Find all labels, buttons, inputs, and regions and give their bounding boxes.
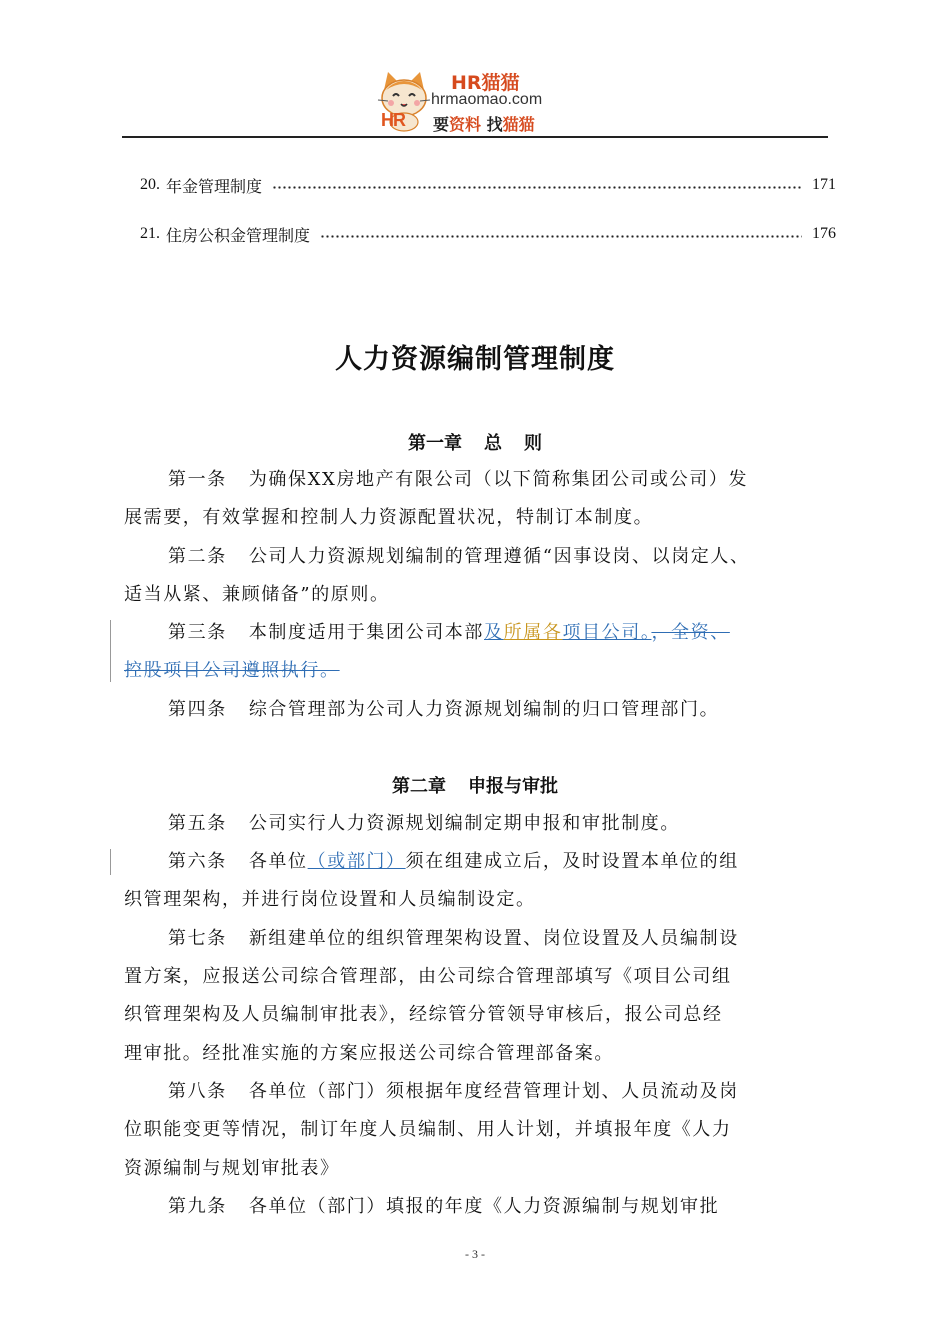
toc-leader: [272, 186, 802, 189]
article-1-line-1: 第一条 为确保XX房地产有限公司（以下简称集团公司或公司）发: [168, 469, 749, 490]
article-label: 第九条: [168, 1196, 227, 1217]
article-6-line-1: 第六条 各单位（或部门）须在组建成立后，及时设置本单位的组: [168, 851, 739, 872]
article-label: 第一条: [168, 469, 227, 490]
article-3-line-1: 第三条 本制度适用于集团公司本部及所属各项目公司。，全资、: [168, 622, 730, 643]
article-label: 第六条: [168, 851, 227, 872]
article-1-line-2: 展需要，有效掌握和控制人力资源配置状况，特制订本制度。: [124, 507, 654, 528]
article-8-line-3: 资源编制与规划审批表》: [124, 1158, 340, 1179]
article-5-line-1: 第五条 公司实行人力资源规划编制定期申报和审批制度。: [168, 813, 681, 834]
article-7-line-2: 置方案，应报送公司综合管理部，由公司综合管理部填写《项目公司组: [124, 966, 732, 987]
article-label: 第五条: [168, 813, 227, 834]
logo-hr-mark: HR: [381, 110, 405, 130]
logo-title: HR猫猫: [451, 72, 520, 94]
toc-page: 171: [812, 176, 836, 193]
article-label: 第二条: [168, 546, 227, 567]
page-number: - 3 -: [465, 1247, 485, 1261]
tracked-deletion: 控股项目公司遵照执行。: [124, 660, 340, 681]
article-4-line-1: 第四条 综合管理部为公司人力资源规划编制的归口管理部门。: [168, 699, 720, 720]
toc-number: 21.: [140, 225, 160, 242]
logo-slogan: 要资料 找猫猫: [433, 115, 535, 134]
tracked-insertion: （或部门）: [307, 851, 406, 872]
article-7-line-3: 织管理架构及人员编制审批表》，经综管分管领导审核后，报公司总经: [124, 1004, 723, 1025]
document-title: 人力资源编制管理制度: [335, 344, 615, 375]
toc-title: 年金管理制度: [166, 176, 263, 196]
tracked-insertion: 所属各: [503, 622, 563, 643]
toc-title: 住房公积金管理制度: [166, 225, 311, 245]
tracked-deletion: ，全资、: [651, 622, 730, 643]
tracked-insertion: 及: [484, 622, 504, 643]
logo-url: hrmaomao.com: [431, 91, 543, 108]
toc-entry[interactable]: [140, 221, 836, 247]
revision-bar: [110, 849, 111, 875]
article-2-line-1: 第二条 公司人力资源规划编制的管理遵循“因事设岗、以岗定人、: [168, 546, 750, 567]
article-3-line-2: [124, 658, 834, 684]
article-7-line-1: 第七条 新组建单位的组织管理架构设置、岗位设置及人员编制设: [168, 928, 739, 949]
article-8-line-1: 第八条 各单位（部门）须根据年度经营管理计划、人员流动及岗: [168, 1081, 739, 1102]
header-divider: [122, 136, 828, 138]
article-9-line-1: 第九条 各单位（部门）填报的年度《人力资源编制与规划审批: [168, 1196, 720, 1217]
article-6-line-2: 织管理架构，并进行岗位设置和人员编制设定。: [124, 889, 536, 910]
article-label: 第八条: [168, 1081, 227, 1102]
article-label: 第七条: [168, 928, 227, 949]
toc-entry[interactable]: [140, 172, 836, 198]
revision-bar: [110, 620, 111, 682]
article-label: 第四条: [168, 699, 227, 720]
chapter-heading: 第二章 申报与审批: [392, 776, 558, 797]
article-label: 第三条: [168, 622, 227, 643]
article-2-line-2: 适当从紧、兼顾储备”的原则。: [124, 584, 390, 605]
toc-leader: [320, 235, 802, 238]
article-7-line-4: 理审批。经批准实施的方案应报送公司综合管理部备案。: [124, 1043, 614, 1064]
toc-number: 20.: [140, 176, 160, 193]
article-8-line-2: 位职能变更等情况，制订年度人员编制、用人计划，并填报年度《人力: [124, 1119, 732, 1140]
chapter-heading: 第一章 总 则: [408, 433, 542, 454]
toc-page: 176: [812, 225, 836, 242]
tracked-insertion: 项目公司。: [562, 622, 652, 643]
